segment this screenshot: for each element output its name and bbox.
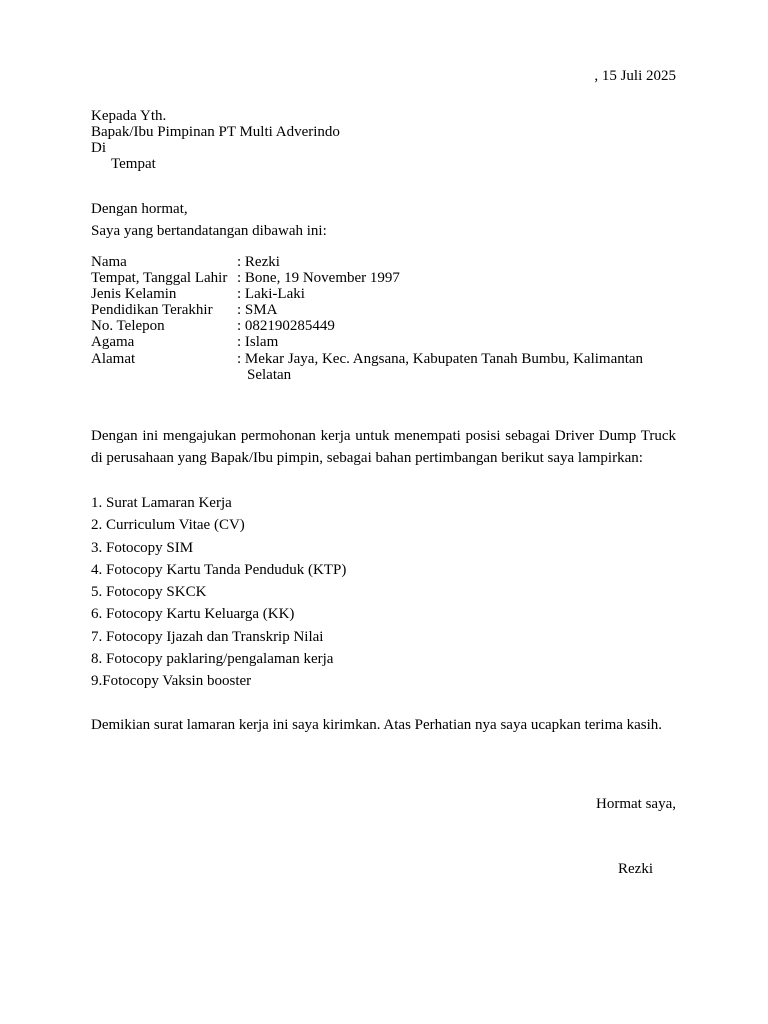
recipient-line: Kepada Yth. (91, 108, 167, 124)
identity-value: : 082190285449 (237, 318, 335, 335)
identity-value-continued: Selatan (247, 366, 292, 383)
identity-value-block (237, 351, 667, 383)
recipient-line: Tempat (111, 156, 156, 172)
identity-label: Nama (91, 254, 127, 270)
intro-line: Saya yang bertandatangan dibawah ini: (91, 223, 327, 239)
identity-label: Jenis Kelamin (91, 286, 177, 303)
signer-name: Rezki (618, 861, 653, 877)
list-item: 7. Fotocopy Ijazah dan Transkrip Nilai (91, 628, 324, 645)
identity-table (91, 254, 667, 383)
identity-value: : Laki-Laki (237, 286, 305, 303)
identity-label: Alamat (91, 350, 136, 367)
identity-row (91, 286, 667, 302)
list-item: 8. Fotocopy paklaring/pengalaman kerja (91, 651, 334, 668)
identity-value: : Rezki (237, 254, 280, 270)
identity-label: Tempat, Tanggal Lahir (91, 270, 228, 287)
identity-label: No. Telepon (91, 318, 165, 335)
identity-value: : Islam (237, 334, 279, 351)
identity-row (91, 270, 667, 286)
identity-value: : Mekar Jaya, Kec. Angsana, Kabupaten Tanah Bumbu, Kalimantan (237, 350, 644, 367)
recipient-block (91, 108, 340, 172)
recipient-line: Di (91, 140, 106, 156)
list-item: 4. Fotocopy Kartu Tanda Penduduk (KTP) (91, 561, 347, 578)
list-item: 2. Curriculum Vitae (CV) (91, 517, 245, 534)
identity-value: : Bone, 19 November 1997 (237, 270, 400, 287)
list-item: 6. Fotocopy Kartu Keluarga (KK) (91, 606, 295, 623)
greeting: Dengan hormat, (91, 201, 188, 217)
identity-label: Agama (91, 334, 135, 351)
identity-row (91, 351, 667, 383)
closing-paragraph: Demikian surat lamaran kerja ini saya kirimkan. Atas Perhatian nya saya ucapkan terima kasih. (91, 717, 663, 733)
list-item: 9.Fotocopy Vaksin booster (91, 673, 252, 690)
list-item: 1. Surat Lamaran Kerja (91, 495, 232, 511)
identity-row (91, 254, 667, 270)
body-paragraph: Dengan ini mengajukan permohonan kerja untuk menempati posisi sebagai Driver Dump Truck di perusahaan yang Bapak/Ibu pimpin, sebagai bahan pertimbangan berikut saya lampirkan: (91, 428, 676, 466)
identity-row (91, 318, 667, 334)
greeting-block (91, 198, 327, 242)
list-item: 3. Fotocopy SIM (91, 539, 194, 556)
identity-value: : SMA (237, 302, 278, 319)
identity-row (91, 334, 667, 350)
recipient-line: Bapak/Ibu Pimpinan PT Multi Adverindo (91, 124, 340, 140)
identity-label: Pendidikan Terakhir (91, 302, 213, 319)
identity-row (91, 302, 667, 318)
attachment-list (91, 492, 346, 693)
letter-date: , 15 Juli 2025 (594, 68, 676, 84)
regards-line: Hormat saya, (596, 796, 676, 812)
list-item: 5. Fotocopy SKCK (91, 584, 207, 601)
